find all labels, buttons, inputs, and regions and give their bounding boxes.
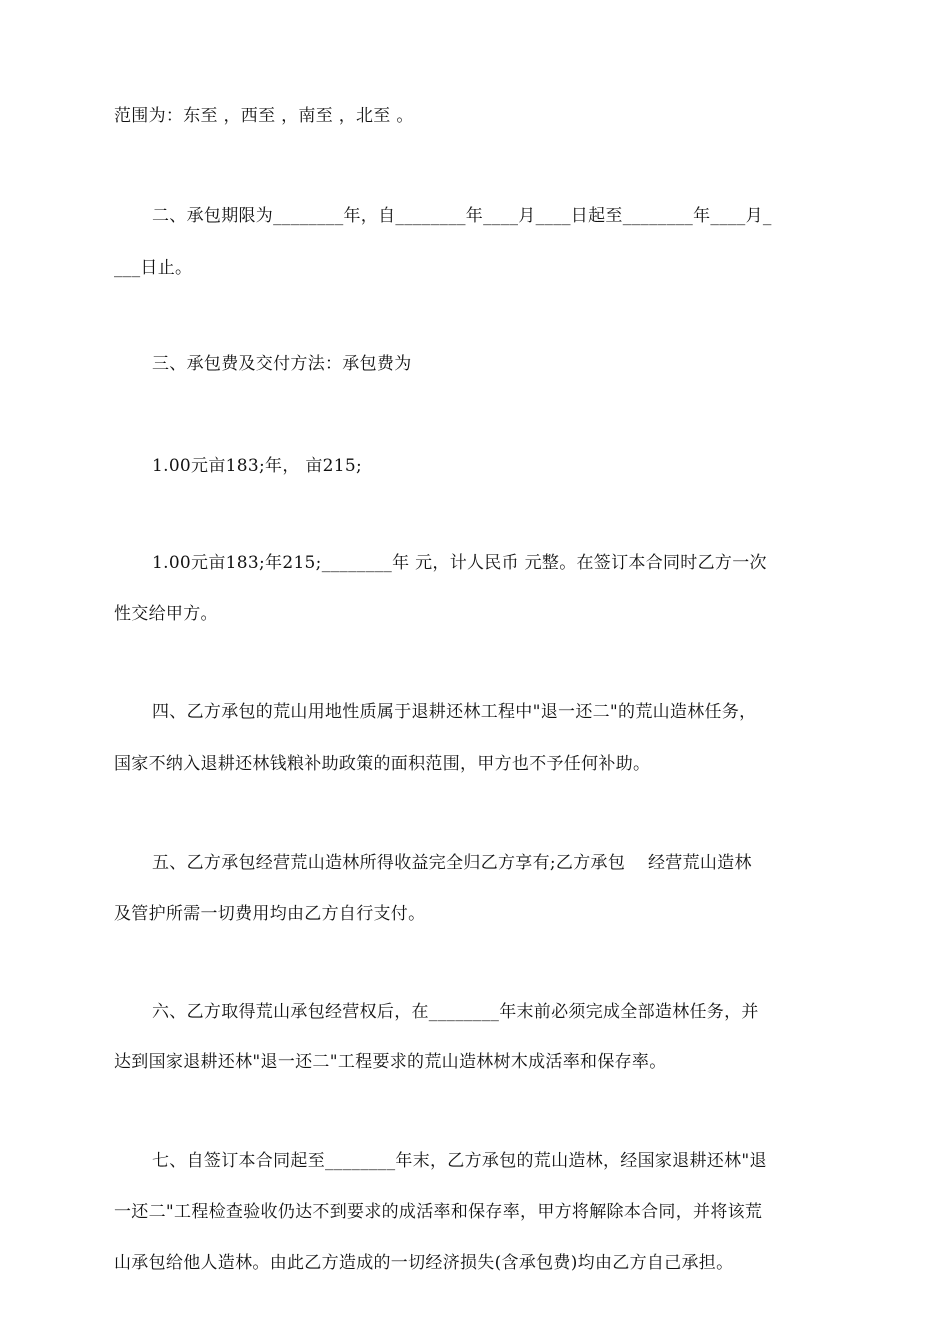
paragraph-termination-line-2: 一还二"工程检查验收仍达不到要求的成活率和保存率，甲方将解除本合同，并将该荒 xyxy=(114,1202,763,1222)
paragraph-planting-line-1: 六、乙方取得荒山承包经营权后，在________年末前必须完成全部造林任务，并 xyxy=(152,1002,759,1022)
paragraph-scope-line-1: 范围为：东至 ，西至 ，南至 ，北至 。 xyxy=(114,106,414,126)
paragraph-planting-line-2: 达到国家退耕还林"退一还二"工程要求的荒山造林树木成活率和保存率。 xyxy=(114,1052,667,1072)
paragraph-income-line-2: 及管护所需一切费用均由乙方自行支付。 xyxy=(114,904,426,924)
paragraph-land-nature-line-1: 四、乙方承包的荒山用地性质属于退耕还林工程中"退一还二"的荒山造林任务， xyxy=(152,702,757,722)
paragraph-land-nature-line-2: 国家不纳入退耕还林钱粮补助政策的面积范围，甲方也不予任何补助。 xyxy=(114,754,651,774)
paragraph-income-line-1: 五、乙方承包经营荒山造林所得收益完全归乙方享有;乙方承包 经营荒山造林 xyxy=(152,853,752,873)
paragraph-fee-line-1: 三、承包费及交付方法：承包费为 xyxy=(152,354,412,374)
paragraph-term-line-2: ___日止。 xyxy=(114,258,193,278)
paragraph-fee-total-line-1: 1.00元亩183;年215;________年 元，计人民币 元整。在签订本合同时乙方一次 xyxy=(152,553,767,573)
paragraph-fee-rate-line-1: 1.00元亩183;年， 亩215; xyxy=(152,456,363,476)
paragraph-term-line-1: 二、承包期限为________年，自________年____月____日起至________年____月_ xyxy=(152,206,772,226)
paragraph-termination-line-3: 山承包给他人造林。由此乙方造成的一切经济损失(含承包费)均由乙方自己承担。 xyxy=(114,1253,734,1273)
paragraph-termination-line-1: 七、自签订本合同起至________年末，乙方承包的荒山造林，经国家退耕还林"退 xyxy=(152,1151,767,1171)
paragraph-fee-total-line-2: 性交给甲方。 xyxy=(114,604,218,624)
